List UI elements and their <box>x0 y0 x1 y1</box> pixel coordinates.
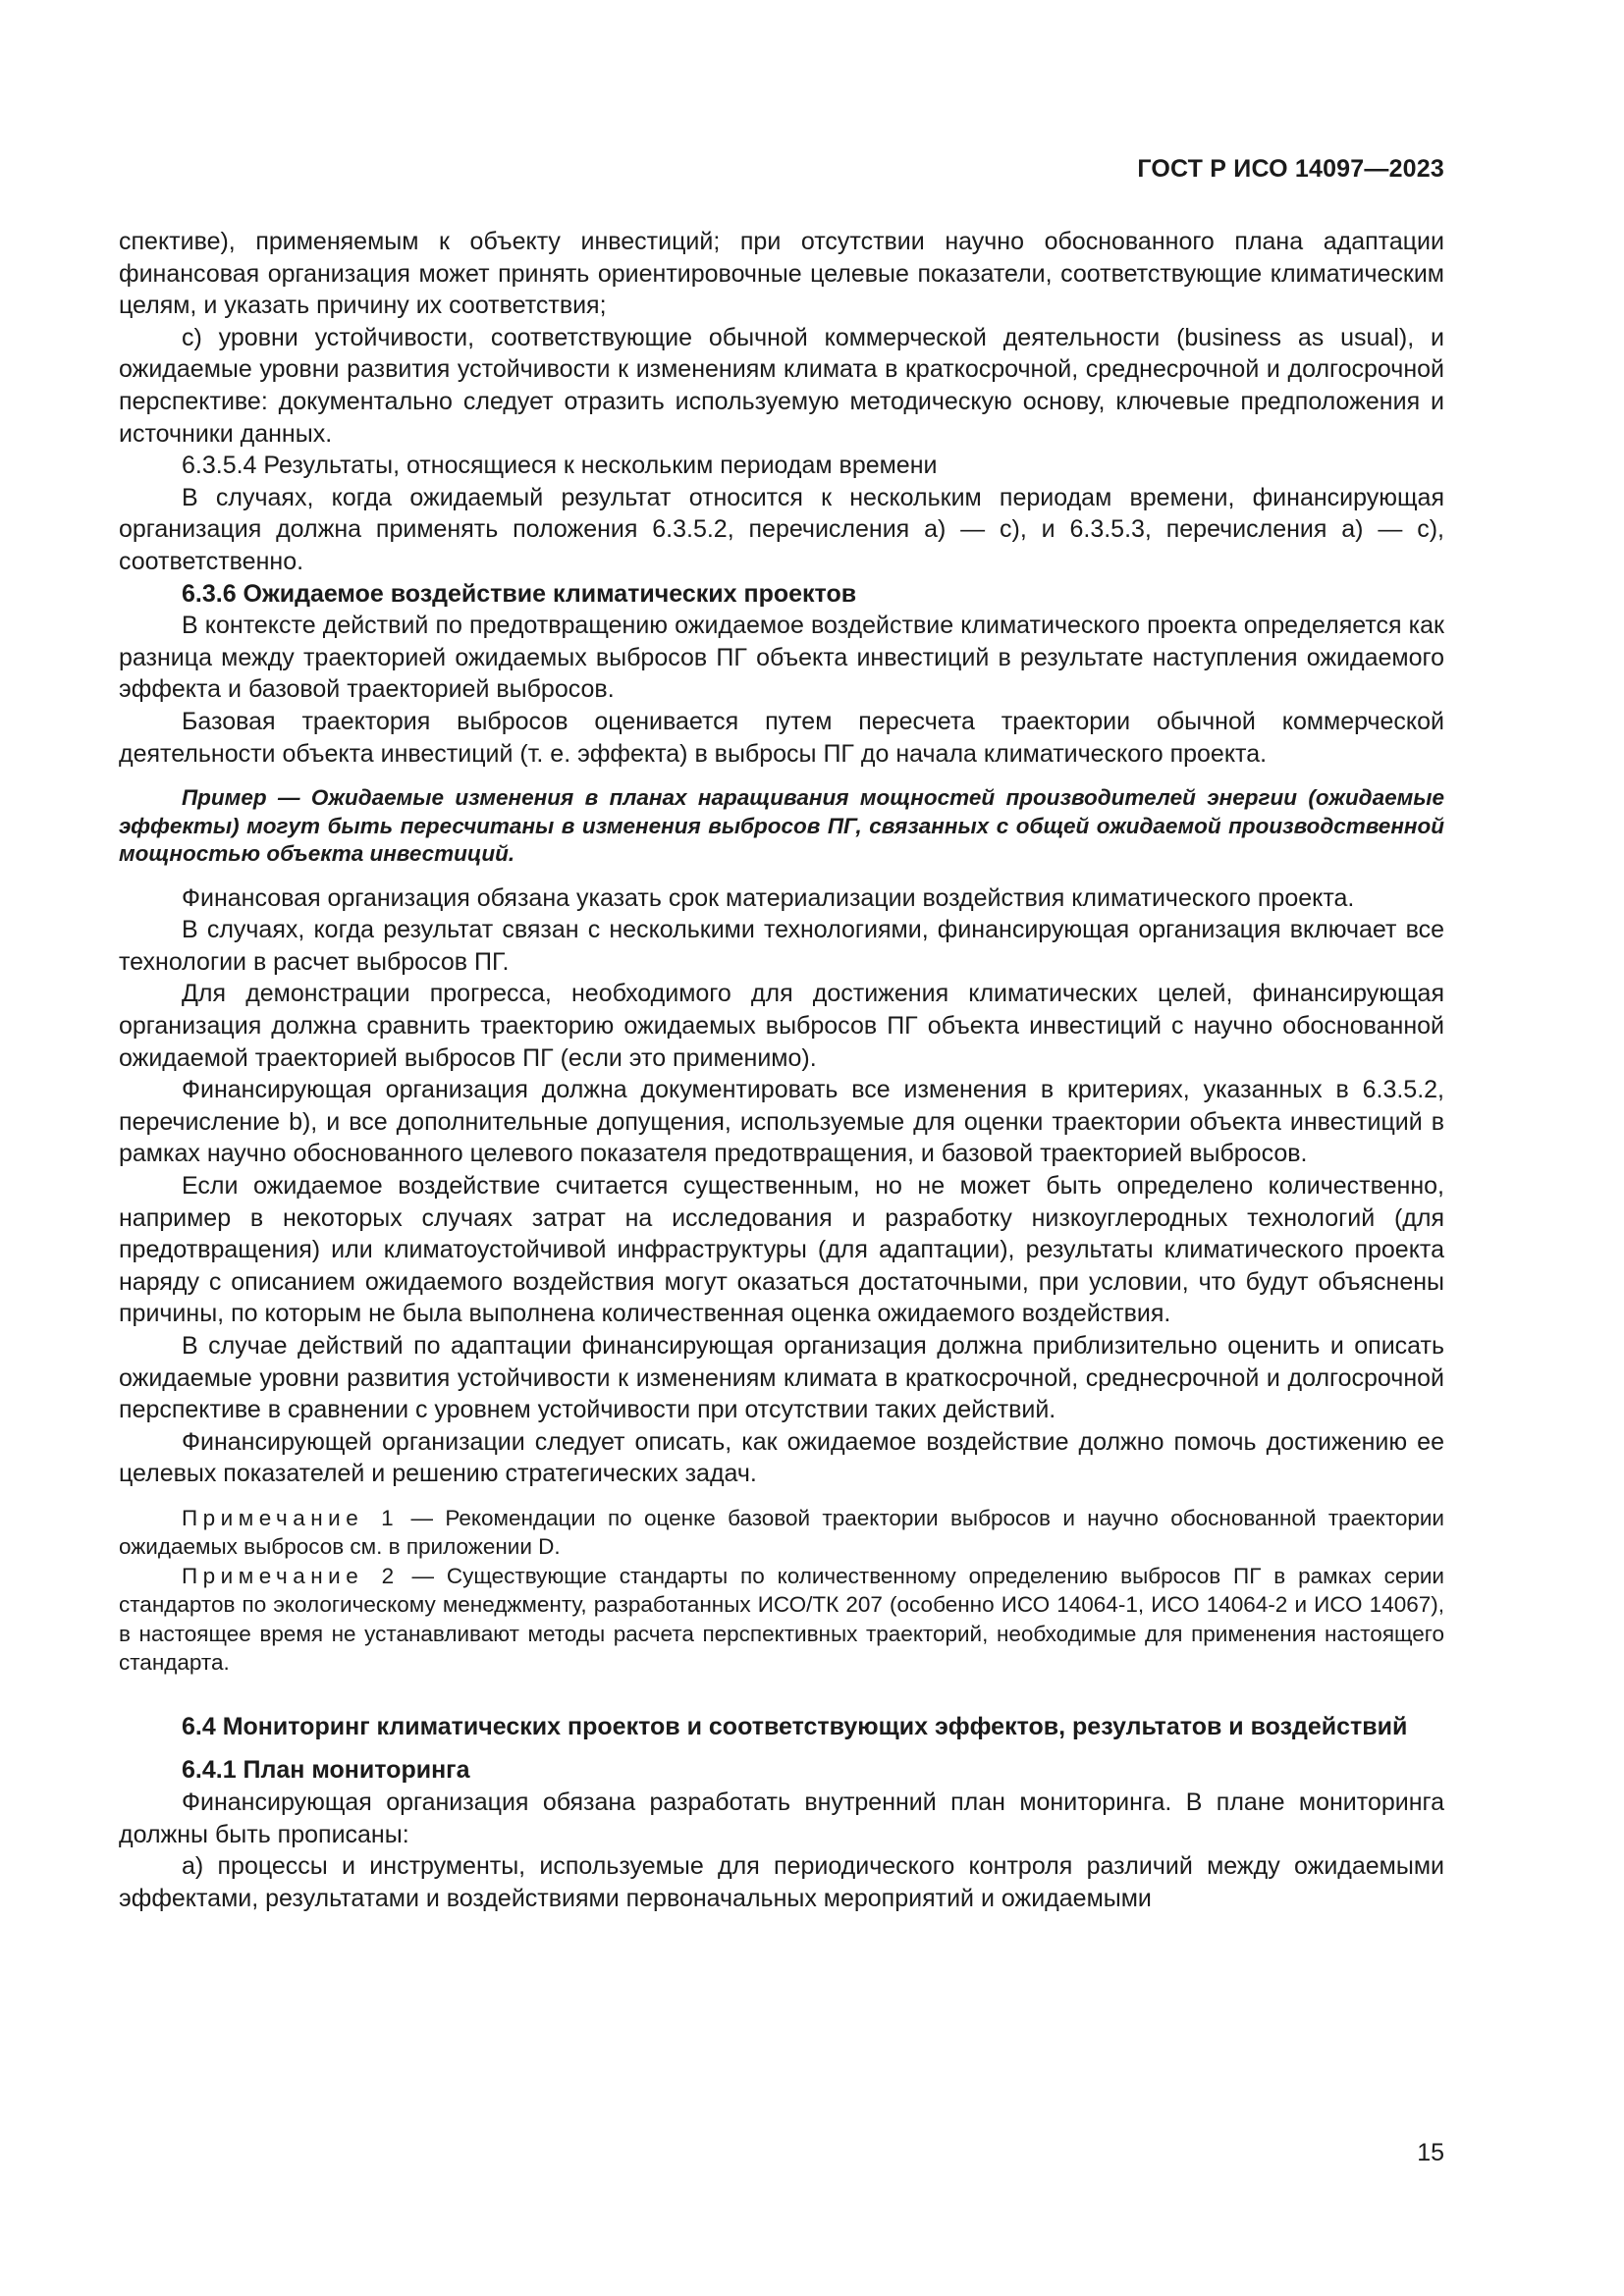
paragraph: Финансирующей организации следует описать, как ожидаемое воздействие должно помочь достижению ее целевых показателей и решению стратегических задач. <box>119 1427 1444 1488</box>
paragraph: В случае действий по адаптации финансирующая организация должна приблизительно оценить и описать ожидаемые уровни развития устойчивости к изменениям климата в краткосрочной, среднесрочной и долгосрочной перспективе в сравнении с уровнем устойчивости при отсутствии таких действий. <box>119 1331 1444 1424</box>
note-text: — Рекомендации по оценке базовой траектории выбросов и научно обоснованной траектории ожидаемых выбросов см. в приложении D. <box>119 1505 1445 1560</box>
subsection-title: 6.3.5.4 Результаты, относящиеся к нескольким периодам времени <box>182 452 938 480</box>
paragraph: Финансирующая организация должна документировать все изменения в критериях, указанных в 6.3.5.2, перечисление b), и все дополнительные допущения, используемые для оценки траектории объекта инвестиций в рамках научно обоснованного целевого показателя предотвращения, и базовой траекторией выбросов. <box>119 1076 1444 1168</box>
paragraph: а) процессы и инструменты, используемые для периодического контроля различий между ожидаемыми эффектами, результатами и воздействиями первоначальных мероприятий и ожидаемыми <box>119 1852 1444 1912</box>
note-label: Примечание 1 <box>182 1505 400 1530</box>
paragraph: В случаях, когда результат связан с несколькими технологиями, финансирующая организация включает все технологии в расчет выбросов ПГ. <box>119 916 1444 976</box>
paragraph: Для демонстрации прогресса, необходимого для достижения климатических целей, финансирующая организация должна сравнить траекторию ожидаемых выбросов ПГ объекта инвестиций с научно обоснованной ожидаемой траекторией выбросов ПГ (если это применимо). <box>119 980 1444 1072</box>
document-header: ГОСТ Р ИСО 14097—2023 <box>1137 155 1444 183</box>
paragraph: Если ожидаемое воздействие считается существенным, но не может быть определено количественно, например в некоторых случаях затрат на исследования и разработку низкоуглеродных технологий (для предотвращения) или климатоустойчивой инфраструктуры (для адаптации), результаты климатического проекта наряду с описанием ожидаемого воздействия могут оказаться достаточными, при условии, что будут объяснены причины, по которым не была выполнена количественная оценка ожидаемого воздействия. <box>119 1171 1444 1328</box>
section-heading-6-4-1: 6.4.1 План мониторинга <box>182 1756 470 1785</box>
note-2 <box>119 1562 1444 1678</box>
section-heading-6-4: 6.4 Мониторинг климатических проектов и соответствующих эффектов, результатов и воздействий <box>182 1712 1408 1740</box>
paragraph: Базовая траектория выбросов оценивается путем пересчета траектории обычной коммерческой деятельности объекта инвестиций (т. е. эффекта) в выбросы ПГ до начала климатического проекта. <box>119 707 1444 768</box>
note-1 <box>119 1504 1444 1562</box>
section-heading-6-3-6: 6.3.6 Ожидаемое воздействие климатических проектов <box>182 579 857 608</box>
paragraph: c) уровни устойчивости, соответствующие обычной коммерческой деятельности (business as usual), и ожидаемые уровни развития устойчивости к изменениям климата в краткосрочной, среднесрочной и долгосрочной перспективе: документально следует отразить используемую методическую основу, ключевые предположения и источники данных. <box>119 323 1444 448</box>
paragraph: Финансовая организация обязана указать срок материализации воздействия климатического проекта. <box>182 883 1355 912</box>
page-content <box>119 226 1444 1914</box>
paragraph: В контексте действий по предотвращению ожидаемое воздействие климатического проекта определяется как разница между траекторией ожидаемых выбросов ПГ объекта инвестиций в результате наступления ожидаемого эффекта и базовой траекторией выбросов. <box>119 612 1444 704</box>
paragraph: В случаях, когда ожидаемый результат относится к нескольким периодам времени, финансирующая организация должна применять положения 6.3.5.2, перечисления а) — с), и 6.3.5.3, перечисления а) — с), соответственно. <box>119 483 1444 575</box>
example-block: Пример — Ожидаемые изменения в планах наращивания мощностей производителей энергии (ожидаемые эффекты) могут быть пересчитаны в изменения выбросов ПГ, связанных с общей ожидаемой производственной мощностью объекта инвестиций. <box>119 785 1444 867</box>
page-number: 15 <box>1417 2139 1444 2166</box>
paragraph: Финансирующая организация обязана разработать внутренний план мониторинга. В плане мониторинга должны быть прописаны: <box>119 1789 1444 1848</box>
note-text: — Существующие стандарты по количественному определению выбросов ПГ в рамках серии стандартов по экологическому менеджменту, разработанных ИСО/ТК 207 (особенно ИСО 14064-1, ИСО 14064-2 и ИСО 14067), в настоящее время не устанавливают методы расчета перспективных траекторий, необходимые для применения настоящего стандарта. <box>119 1563 1444 1676</box>
note-label: Примечание 2 <box>182 1563 400 1588</box>
paragraph: спективе), применяемым к объекту инвестиций; при отсутствии научно обоснованного плана адаптации финансовая организация может принять ориентировочные целевые показатели, соответствующие климатическим целям, и указать причину их соответствия; <box>119 228 1444 320</box>
